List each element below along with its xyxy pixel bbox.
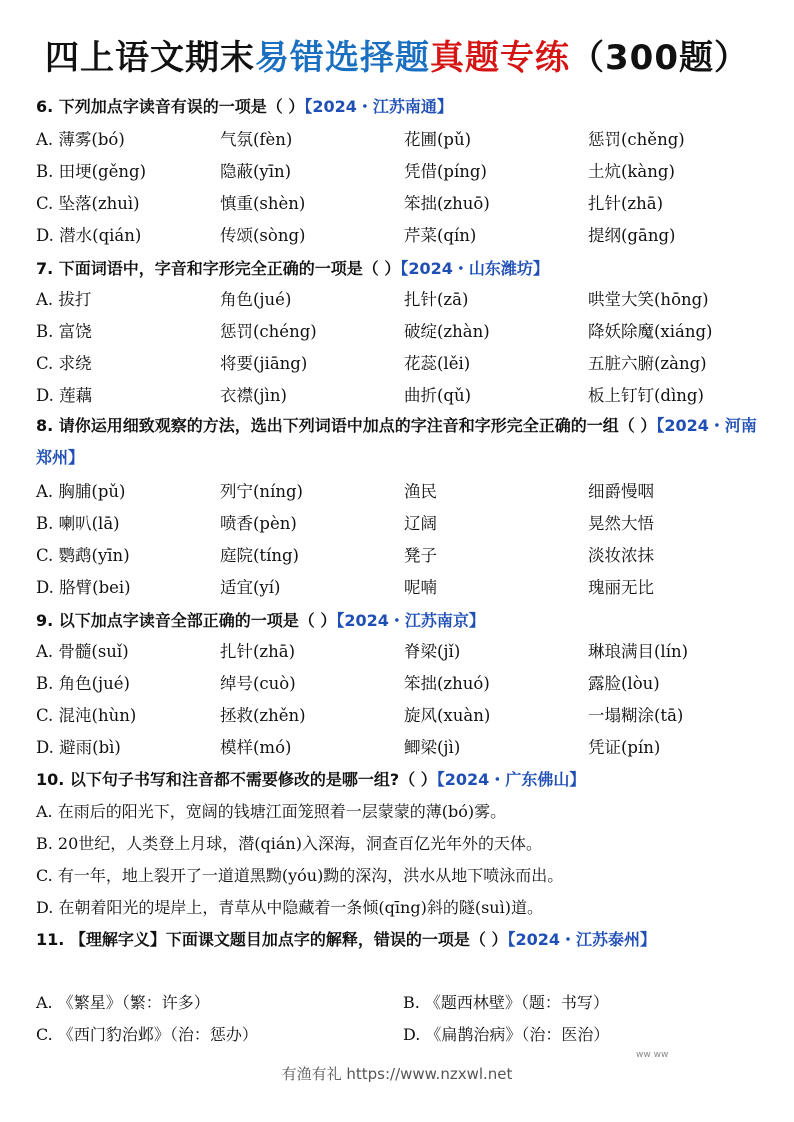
q7-cell: 破绽(zhàn) xyxy=(404,322,490,341)
q7-cell: A. 拔打 xyxy=(36,290,92,309)
q9-cell: 露脸(lòu) xyxy=(588,674,660,693)
q10-option-a: A. 在雨后的阳光下，宽阔的钱塘江面笼照着一层蒙蒙的薄(bó)雾。 xyxy=(36,802,507,821)
question-9-stem xyxy=(36,608,485,631)
q7-cell: C. 求绕 xyxy=(36,354,92,373)
question-11-stem xyxy=(36,924,758,956)
q7-option-row-a xyxy=(36,286,758,314)
q7-cell: 曲折(qǔ) xyxy=(404,386,472,405)
q9-cell: 扎针(zhā) xyxy=(220,642,296,661)
q7-option-row-d xyxy=(36,382,758,410)
q9-cell: 笨拙(zhuó) xyxy=(404,674,490,693)
q6-cell: A. 薄雾(bó) xyxy=(36,130,125,149)
q6-cell: 隐蔽(yīn) xyxy=(220,162,292,181)
q6-option-row-d xyxy=(36,222,758,250)
q7-cell: D. 莲藕 xyxy=(36,386,93,405)
q9-cell: 鲫梁(jì) xyxy=(404,738,461,757)
q9-cell: C. 混沌(hùn) xyxy=(36,706,137,725)
q8-cell: 瑰丽无比 xyxy=(588,578,654,597)
q6-cell: 笨拙(zhuō) xyxy=(404,194,490,213)
q7-cell: 哄堂大笑(hōng) xyxy=(588,290,709,309)
q6-option-row-c xyxy=(36,190,758,218)
q8-cell: 呢喃 xyxy=(404,578,437,597)
q11-option-d: D. 《扁鹊治病》（治：医治） xyxy=(403,1025,610,1044)
q9-cell: 一塌糊涂(tā) xyxy=(588,706,684,725)
q7-option-row-c xyxy=(36,350,758,378)
q7-cell: 板上钉钉(dìng) xyxy=(588,386,704,405)
question-source: 【2024・江苏泰州】 xyxy=(507,930,657,949)
q9-option-row-d xyxy=(36,734,758,762)
q8-option-row-c xyxy=(36,542,758,570)
question-8-stem xyxy=(36,410,758,474)
q8-cell: D. 胳臂(bei) xyxy=(36,578,131,597)
q6-cell: 芹菜(qín) xyxy=(404,226,477,245)
q6-cell: 花圃(pǔ) xyxy=(404,130,472,149)
q6-cell: C. 坠落(zhuì) xyxy=(36,194,140,213)
q8-cell: B. 喇叭(lā) xyxy=(36,514,120,533)
question-source: 【2024・河南郑州】 xyxy=(36,416,757,467)
q9-cell: 凭证(pín) xyxy=(588,738,661,757)
q10-option-b: B. 20世纪，人类登上月球，潜(qián)入深海，洞查百亿光年外的天体。 xyxy=(36,834,542,853)
question-6-stem xyxy=(36,94,453,117)
q7-cell: 扎针(zā) xyxy=(404,290,469,309)
q9-option-row-c xyxy=(36,702,758,730)
q7-cell: 角色(jué) xyxy=(220,290,292,309)
question-source: 【2024・山东潍坊】 xyxy=(400,259,549,278)
q9-cell: 模样(mó) xyxy=(220,738,292,757)
q8-option-row-d xyxy=(36,574,758,602)
q6-cell: 提纲(gāng) xyxy=(588,226,676,245)
q9-cell: 脊梁(jǐ) xyxy=(404,642,461,661)
q6-cell: D. 潜水(qián) xyxy=(36,226,142,245)
q6-cell: 传颂(sòng) xyxy=(220,226,306,245)
q9-cell: 旋风(xuàn) xyxy=(404,706,491,725)
q9-cell: A. 骨髓(suǐ) xyxy=(36,642,129,661)
footer-watermark: 有渔有礼 https://www.nzxwl.net xyxy=(281,1065,513,1083)
q11-option-b: B. 《题西林壁》（题：书写） xyxy=(403,993,609,1012)
question-text: 9. 以下加点字读音全部正确的一项是（ ） xyxy=(36,611,337,630)
q9-cell: 绰号(cuò) xyxy=(220,674,296,693)
q7-cell: 五脏六腑(zàng) xyxy=(588,354,707,373)
q6-cell: 凭借(píng) xyxy=(404,162,487,181)
q8-cell: 凳子 xyxy=(404,546,437,565)
q9-option-row-a xyxy=(36,638,758,666)
q8-cell: 细爵慢咽 xyxy=(588,482,654,501)
q9-cell: 琳琅满目(lín) xyxy=(588,642,689,661)
q8-cell: 晃然大悟 xyxy=(588,514,654,533)
q7-cell: 衣襟(jìn) xyxy=(220,386,287,405)
q10-option-d: D. 在朝着阳光的堤岸上，青草从中隐藏着一条倾(qīng)斜的隧(suì)道。 xyxy=(36,898,543,917)
question-text: 8. 请你运用细致观察的方法，选出下列词语中加点的字注音和字形完全正确的一组（ ） xyxy=(36,416,657,435)
q8-cell: 渔民 xyxy=(404,482,437,501)
footer-mark: ww ww xyxy=(636,1050,669,1060)
q6-cell: B. 田埂(gěng) xyxy=(36,162,147,181)
question-7-stem xyxy=(36,256,549,279)
q7-cell: 将要(jiāng) xyxy=(220,354,308,373)
title-part-1: 四上语文期末 xyxy=(45,38,255,78)
q8-cell: 庭院(tíng) xyxy=(220,546,299,565)
q9-cell: 拯救(zhěn) xyxy=(220,706,306,725)
q8-cell: C. 鹦鹉(yīn) xyxy=(36,546,130,565)
q6-cell: 惩罚(chěng) xyxy=(588,130,685,149)
q7-cell: 惩罚(chéng) xyxy=(220,322,317,341)
q11-option-a: A. 《繁星》（繁：许多） xyxy=(36,993,210,1012)
q6-cell: 气氛(fèn) xyxy=(220,130,293,149)
question-source: 【2024・江苏南京】 xyxy=(336,611,485,630)
q8-option-row-b xyxy=(36,510,758,538)
q11-option-c: C. 《西门豹治邺》（治：惩办） xyxy=(36,1025,258,1044)
q9-cell: B. 角色(jué) xyxy=(36,674,130,693)
q9-cell: D. 避雨(bì) xyxy=(36,738,121,757)
q8-cell: A. 胸脯(pǔ) xyxy=(36,482,126,501)
q8-cell: 喷香(pèn) xyxy=(220,514,297,533)
title-part-4: （300题） xyxy=(570,38,749,78)
q6-option-row-b xyxy=(36,158,758,186)
question-source: 【2024・江苏南通】 xyxy=(304,97,453,116)
q6-option-row-a xyxy=(36,126,758,154)
question-text: 6. 下列加点字读音有误的一项是（ ） xyxy=(36,97,305,116)
title-part-2: 易错选择题 xyxy=(255,38,430,78)
q8-cell: 辽阔 xyxy=(404,514,437,533)
q6-cell: 慎重(shèn) xyxy=(220,194,306,213)
q8-cell: 列宁(níng) xyxy=(220,482,303,501)
q6-cell: 扎针(zhā) xyxy=(588,194,664,213)
q9-option-row-b xyxy=(36,670,758,698)
question-text: 7. 下面词语中，字音和字形完全正确的一项是（ ） xyxy=(36,259,401,278)
q8-cell: 适宜(yí) xyxy=(220,578,281,597)
page-title xyxy=(0,30,794,79)
question-source: 【2024・广东佛山】 xyxy=(436,770,586,789)
q7-option-row-b xyxy=(36,318,758,346)
q8-option-row-a xyxy=(36,478,758,506)
q8-cell: 淡妆浓抹 xyxy=(588,546,654,565)
q7-cell: 花蕊(lěi) xyxy=(404,354,471,373)
question-text: 11. 【理解字义】下面课文题目加点字的解释，错误的一项是（ ） xyxy=(36,930,508,949)
q10-option-c: C. 有一年，地上裂开了一道道黑黝(yóu)黝的深沟，洪水从地下喷泳而出。 xyxy=(36,866,564,885)
q7-cell: 降妖除魔(xiáng) xyxy=(588,322,713,341)
q6-cell: 土炕(kàng) xyxy=(588,162,675,181)
title-part-3: 真题专练 xyxy=(430,38,570,78)
question-text: 10. 以下句子书写和注音都不需要修改的是哪一组?（ ） xyxy=(36,770,437,789)
q7-cell: B. 富饶 xyxy=(36,322,92,341)
question-10-stem xyxy=(36,767,585,790)
